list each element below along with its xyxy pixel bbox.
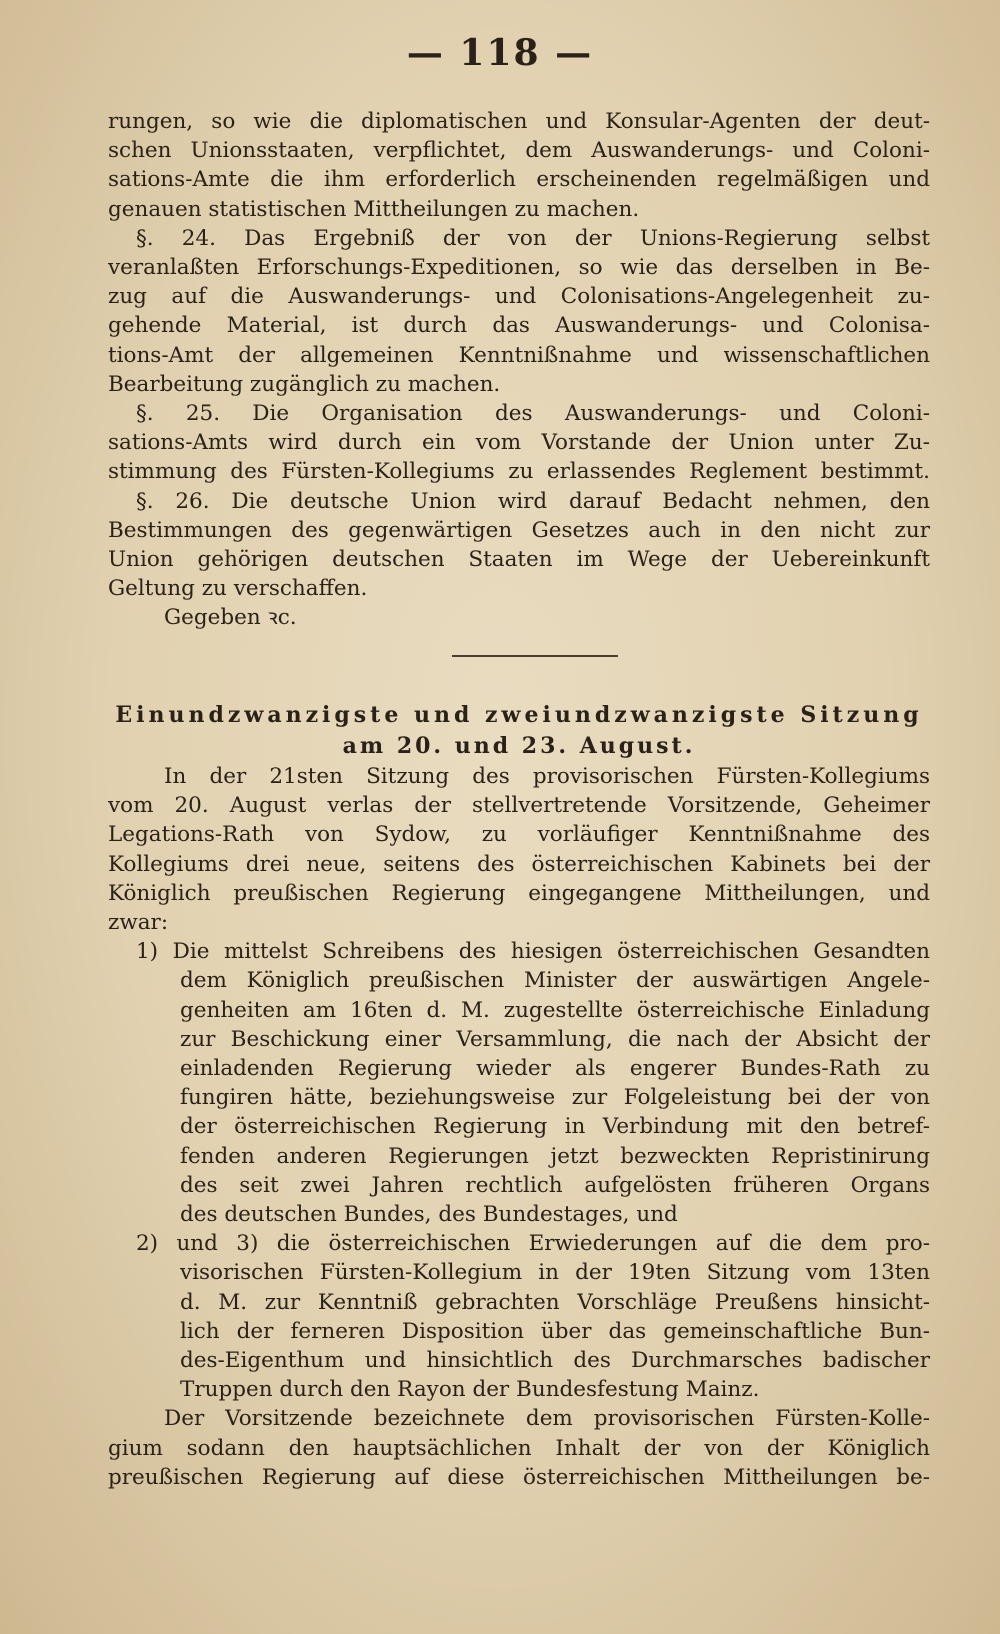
text-line: gehende Material, ist durch das Auswanderungs- und Colonisa- (108, 313, 930, 339)
section-26-line: §. 26. Die deutsche Union wird darauf Bedacht nehmen, den (136, 488, 930, 514)
list-item-line: 2) und 3) die österreichischen Erwiederungen auf die dem pro- (136, 1231, 930, 1257)
list-item-line: des deutschen Bundes, des Bundestages, und (180, 1202, 678, 1228)
text-line: rungen, so wie die diplomatischen und Konsular-Agenten der deut- (108, 109, 930, 134)
list-item-line: d. M. zur Kenntniß gebrachten Vorschläge Preußens hinsicht- (180, 1289, 930, 1315)
page-number: — 118 — (406, 32, 594, 74)
text-line: sations-Amts wird durch ein vom Vorstande der Union unter Zu- (108, 430, 930, 456)
text-line: stimmung des Fürsten-Kollegiums zu erlassendes Reglement bestimmt. (108, 459, 930, 485)
list-item-2 (108, 1229, 930, 1404)
text-line: preußischen Regierung auf diese österreichischen Mittheilungen be- (108, 1464, 930, 1490)
text-line: Kollegiums drei neue, seitens des österreichischen Kabinets bei der (108, 851, 930, 877)
list-item-line: genheiten am 16ten d. M. zugestellte österreichische Einladung (180, 997, 930, 1023)
text-line: vom 20. August verlas der stellvertretende Vorsitzende, Geheimer (108, 793, 930, 819)
text-line: Bestimmungen des gegenwärtigen Gesetzes auch in den nicht zur (108, 517, 930, 543)
text-line: In der 21sten Sitzung des provisorischen Fürsten-Kollegiums (164, 764, 930, 789)
text-line: genauen statistischen Mittheilungen zu machen. (108, 196, 640, 222)
text-line: zwar: (108, 910, 169, 936)
list-item-line: des seit zwei Jahren rechtlich aufgelösten früheren Organs (180, 1172, 930, 1198)
section-divider (452, 655, 618, 657)
session-heading-date: am 20. und 23. August. (342, 733, 696, 759)
text-line: Geltung zu verschaffen. (108, 576, 368, 602)
text-line: gium sodann den hauptsächlichen Inhalt der von der Königlich (108, 1435, 930, 1461)
list-item-line: dem Königlich preußischen Minister der auswärtigen Angele- (180, 968, 930, 994)
text-line: tions-Amt der allgemeinen Kenntnißnahme und wissenschaftlichen (108, 342, 930, 368)
list-item-line: visorischen Fürsten-Kollegium in der 19ten Sitzung vom 13ten (180, 1260, 930, 1286)
list-item-line: des-Eigenthum und hinsichtlich des Durchmarsches badischer (180, 1348, 930, 1374)
session-heading (108, 700, 930, 762)
text-line: Der Vorsitzende bezeichnete dem provisorischen Fürsten-Kolle- (164, 1406, 930, 1432)
list-item-line: einladenden Regierung wieder als engerer Bundes-Rath zu (180, 1056, 930, 1082)
text-line: veranlaßten Erforschungs-Expeditionen, so wie das derselben in Be- (108, 255, 930, 281)
law-text-block (108, 107, 930, 633)
text-line: Bearbeitung zugänglich zu machen. (108, 371, 501, 397)
text-line: Union gehörigen deutschen Staaten im Wege der Uebereinkunft (108, 547, 930, 573)
list-item-line: lich der ferneren Disposition über das gemeinschaftliche Bun- (180, 1318, 930, 1344)
list-item-1 (108, 937, 930, 1229)
list-item-line: fungiren hätte, beziehungsweise zur Folgeleistung bei der von (180, 1085, 930, 1111)
text-line: Königlich preußischen Regierung eingegangene Mittheilungen, und (108, 880, 930, 906)
list-item-line: fenden anderen Regierungen jetzt bezweckten Repristinirung (180, 1143, 930, 1169)
list-item-line: Truppen durch den Rayon der Bundesfestung Mainz. (180, 1377, 760, 1403)
text-line: Legations-Rath von Sydow, zu vorläufiger Kenntnißnahme des (108, 822, 930, 848)
text-line: schen Unionsstaaten, verpflichtet, dem Auswanderungs- und Coloni- (108, 138, 930, 164)
text-line: sations-Amte die ihm erforderlich erscheinenden regelmäßigen und (108, 167, 930, 193)
section-25-line: §. 25. Die Organisation des Auswanderungs- und Coloni- (136, 401, 930, 427)
text-line: zug auf die Auswanderungs- und Colonisations-Angelegenheit zu- (108, 284, 930, 310)
session-text-block (108, 762, 930, 1492)
list-item-line: 1) Die mittelst Schreibens des hiesigen österreichischen Gesandten (136, 939, 930, 965)
list-item-line: der österreichischen Regierung in Verbindung mit den betref- (180, 1114, 930, 1140)
closing-formula: Gegeben ꝛc. (164, 605, 297, 631)
section-24-line: §. 24. Das Ergebniß der von der Unions-Regierung selbst (136, 225, 930, 251)
session-heading-title: Einundzwanzigste und zweiundzwanzigste Sitzung (115, 702, 923, 728)
list-item-line: zur Beschickung einer Versammlung, die nach der Absicht der (180, 1026, 930, 1052)
